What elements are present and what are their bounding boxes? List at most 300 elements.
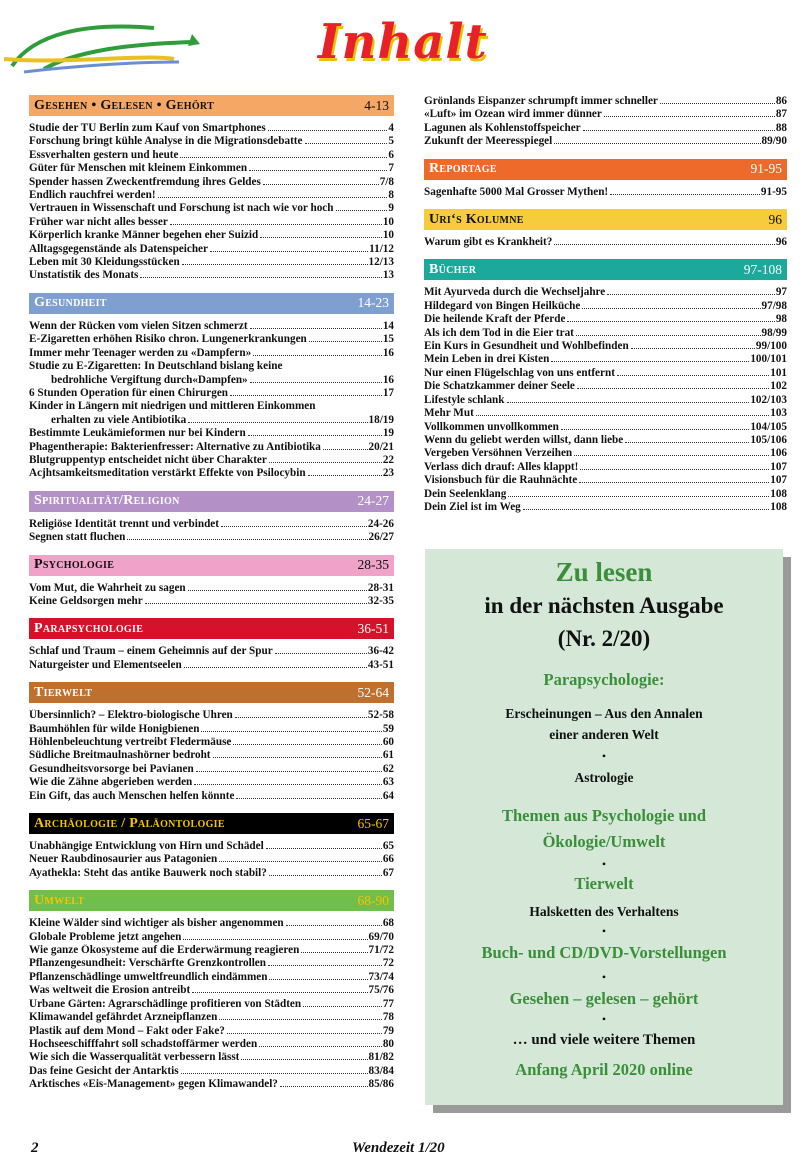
toc-entry-page: 4: [388, 122, 394, 134]
toc-entry[interactable]: [29, 162, 394, 175]
dot-leader: [201, 731, 381, 732]
toc-entry-title: Endlich rauchfrei werden!: [29, 189, 156, 202]
dot-leader: [253, 355, 382, 356]
preview-halsketten: Halsketten des Verhaltens: [529, 904, 679, 919]
toc-entry[interactable]: [424, 108, 787, 121]
toc-entry[interactable]: [29, 441, 394, 454]
dot-leader: [219, 1019, 382, 1020]
toc-entry-title: Dein Ziel ist im Weg: [424, 500, 521, 513]
toc-entry-title: Vollkommen unvollkommen: [424, 420, 559, 433]
section-header[interactable]: [29, 813, 394, 834]
toc-entry-title: Dein Seelenklang: [424, 487, 507, 500]
toc-entry[interactable]: [29, 1011, 394, 1024]
toc-entry-title: Wie sich die Wasserqualität verbessern lässt: [29, 1051, 240, 1064]
dot-leader: [248, 435, 382, 436]
toc-entry-title: Mit Ayurveda durch die Wechseljahre: [424, 286, 606, 299]
magazine-logo: [4, 14, 204, 74]
toc-entry-title: Arktisches «Eis-Management» gegen Klimawandel?: [29, 1078, 278, 1091]
preview-parapsychologie-title: Parapsychologie:: [543, 670, 665, 689]
toc-entry-title: Keine Geldsorgen mehr: [29, 594, 143, 607]
dot-leader: [308, 475, 382, 476]
toc-entry[interactable]: [29, 135, 394, 148]
toc-entry[interactable]: [424, 300, 787, 313]
dot-leader: [219, 861, 382, 862]
toc-entry[interactable]: [29, 723, 394, 736]
toc-entry-title: Plastik auf dem Mond – Fakt oder Fake?: [29, 1024, 225, 1037]
dot-leader: [286, 925, 382, 926]
toc-entry-title: Nur einen Flügelschlag von uns entfernt: [424, 366, 615, 379]
toc-entry[interactable]: [29, 971, 394, 984]
toc-entry[interactable]: [29, 414, 394, 427]
toc-entry-page: 18/19: [368, 413, 394, 426]
toc-entry[interactable]: [29, 256, 394, 269]
toc-entry-page: 66: [382, 853, 394, 866]
toc-entry-page: 75/76: [368, 984, 394, 997]
toc-entry-title: Vergeben Versöhnen Verzeihen: [424, 447, 573, 460]
toc-entry-page: 6: [388, 148, 394, 161]
toc-entry-title: Klimawandel gefährdet Arzneipflanzen: [29, 1011, 218, 1024]
toc-entry-page: 71/72: [368, 944, 394, 957]
toc-entry-title: Grönlands Eispanzer schrumpft immer schneller: [424, 95, 658, 107]
section-title: Spiritualität/Religion: [34, 493, 180, 509]
toc-entry-title: Wie die Zähne abgerieben werden: [29, 776, 193, 789]
toc-entry[interactable]: [29, 1051, 394, 1064]
toc-entry-title: Verlass dich drauf: Alles klappt!: [424, 460, 579, 473]
preview-subheading: in der nächsten Ausgabe: [484, 593, 724, 618]
toc-entry-title: Vertrauen in Wissenschaft und Forschung ist nach wie vor hoch: [29, 202, 334, 215]
section-title: Tierwelt: [34, 684, 93, 700]
toc-entry-page: 9: [388, 202, 394, 215]
toc-entry-page: 16: [382, 373, 394, 386]
toc-entry-page: 97: [775, 286, 787, 299]
dot-leader: [508, 496, 769, 497]
toc-entry[interactable]: [424, 135, 787, 148]
toc-entry-title: Essverhalten gestern und heute: [29, 148, 179, 161]
section-header[interactable]: [424, 159, 787, 180]
toc-entry[interactable]: [424, 394, 787, 407]
dot-leader: [196, 771, 382, 772]
dot-leader: [574, 455, 769, 456]
section-header[interactable]: [29, 95, 394, 116]
toc-entry[interactable]: [29, 709, 394, 722]
bullet: •: [601, 924, 607, 938]
toc-entry-title: Pflanzengesundheit: Verschärfte Grenzkontrollen: [29, 957, 266, 970]
toc-entry-page: 78: [382, 1011, 394, 1024]
toc-entry[interactable]: [29, 645, 394, 658]
toc-entry[interactable]: [424, 236, 787, 249]
toc-entry-title: Ein Kurs in Gesundheit und Wohlbefinden: [424, 340, 629, 353]
toc-entry-title: «Luft» im Ozean wird immer dünner: [424, 108, 602, 121]
toc-entry-title: Wenn der Rücken vom vielen Sitzen schmerzt: [29, 319, 248, 332]
toc-entry[interactable]: [29, 467, 394, 480]
dot-leader: [604, 116, 775, 117]
toc-entry-title: Mein Leben in drei Kisten: [424, 353, 550, 366]
toc-entry-page: 13: [382, 269, 394, 282]
dot-leader: [577, 388, 769, 389]
toc-entry-title: Leben mit 30 Kleidungsstücken: [29, 256, 180, 269]
section-header[interactable]: [29, 618, 394, 639]
toc-entry-title: Hildegard von Bingen Heilküche: [424, 299, 581, 312]
dot-leader: [250, 382, 382, 383]
dot-leader: [579, 482, 769, 483]
toc-entry-title: Zukunft der Meeresspiegel: [424, 135, 553, 148]
section-umwelt_cont: [424, 95, 787, 149]
dot-leader: [576, 335, 761, 336]
dot-leader: [269, 979, 367, 980]
section-title: Gesundheit: [34, 295, 107, 311]
dot-leader: [260, 237, 382, 238]
toc-entry[interactable]: [424, 353, 787, 366]
toc-entry-page: 100/101: [750, 353, 787, 366]
toc-entry-title: Ein Gift, das auch Menschen helfen könnte: [29, 789, 235, 802]
toc-entry[interactable]: [29, 1065, 394, 1078]
toc-entry-page: 77: [382, 997, 394, 1010]
toc-entry-page: 61: [382, 749, 394, 762]
section-reportage: [424, 159, 787, 199]
dot-leader: [551, 361, 749, 362]
dot-leader: [184, 667, 367, 668]
section-title: Gesehen • Gelesen • Gehört: [34, 97, 215, 113]
toc-entry[interactable]: [29, 984, 394, 997]
section-parapsychologie: [29, 618, 394, 672]
toc-entry[interactable]: [29, 931, 394, 944]
section-umwelt: [29, 890, 394, 1091]
toc-entry-page: 62: [382, 762, 394, 775]
toc-entry[interactable]: [29, 763, 394, 776]
toc-entry-page: 60: [382, 736, 394, 748]
toc-entry[interactable]: [424, 474, 787, 487]
toc-entry-page: 16: [382, 346, 394, 359]
toc-entry-title: Immer mehr Teenager werden zu «Dampfern»: [29, 346, 252, 359]
toc-entry-title: Urbane Gärten: Agrarschädlinge profitieren von Städten: [29, 997, 302, 1010]
dot-leader: [554, 244, 774, 245]
toc-entry-page: 80: [382, 1037, 394, 1050]
toc-entry[interactable]: [424, 488, 787, 501]
toc-entry-title: Als ich dem Tod in die Eier trat: [424, 326, 574, 339]
toc-entry-page: 105/106: [750, 433, 787, 446]
toc-entry[interactable]: [29, 944, 394, 957]
section-pages: 52-64: [357, 684, 389, 700]
dot-leader: [221, 526, 367, 527]
toc-entry[interactable]: [29, 347, 394, 360]
dot-leader: [194, 784, 382, 785]
page-number: 2: [31, 1140, 39, 1156]
toc-entry[interactable]: [29, 867, 394, 880]
toc-entry-title: Die Schatzkammer deiner Seele: [424, 380, 575, 393]
section-header[interactable]: [29, 682, 394, 703]
toc-entry-page: 102/103: [750, 393, 787, 406]
section-title: Umwelt: [34, 892, 85, 908]
toc-entry[interactable]: [424, 286, 787, 299]
toc-entry[interactable]: [29, 269, 394, 282]
toc-entry[interactable]: [29, 387, 394, 400]
toc-entry-page: 89/90: [761, 135, 787, 148]
toc-entry[interactable]: [29, 1078, 394, 1091]
toc-entry[interactable]: [29, 122, 394, 135]
toc-entry-page: 22: [382, 453, 394, 466]
preview-tierwelt: Tierwelt: [574, 874, 634, 893]
dot-leader: [268, 965, 382, 966]
toc-entry-page: 64: [382, 789, 394, 802]
dot-leader: [181, 1073, 368, 1074]
dot-leader: [336, 210, 388, 211]
toc-entry[interactable]: [29, 736, 394, 749]
section-title: Uri‘s Kolumne: [429, 211, 524, 227]
toc-entry[interactable]: [29, 454, 394, 467]
toc-entry[interactable]: [29, 1025, 394, 1038]
toc-entry-title: Das feine Gesicht der Antarktis: [29, 1064, 179, 1077]
toc-entry-page: 11/12: [369, 242, 394, 255]
section-pages: 65-67: [357, 815, 389, 831]
dot-leader: [625, 442, 749, 443]
dot-leader: [230, 395, 382, 396]
dot-leader: [301, 952, 367, 953]
toc-entry-title: Schlaf und Traum – einem Geheimnis auf der Spur: [29, 645, 273, 658]
toc-entry[interactable]: [29, 659, 394, 672]
toc-entry[interactable]: [29, 776, 394, 789]
toc-entry-page: 52-58: [367, 709, 394, 722]
dot-leader: [507, 402, 750, 403]
dot-leader: [275, 653, 367, 654]
dot-leader: [280, 1086, 368, 1087]
section-kolumne: [424, 209, 787, 249]
toc-entry-page: 98/99: [761, 326, 787, 339]
preview-weitere: … und viele weitere Themen: [512, 1032, 696, 1048]
toc-entry-page: 32-35: [367, 594, 394, 607]
toc-entry-page: 81/82: [368, 1051, 394, 1064]
toc-entry[interactable]: [29, 400, 394, 413]
toc-entry-page: 85/86: [368, 1078, 394, 1091]
toc-entry[interactable]: [29, 531, 394, 544]
toc-entry-title: Südliche Breitmaulnashörner bedroht: [29, 749, 211, 762]
toc-entry-title: Ayathekla: Steht das antike Bauwerk noch stabil?: [29, 866, 267, 879]
section-pages: 14-23: [357, 295, 389, 311]
section-pages: 36-51: [357, 620, 389, 636]
toc-entry[interactable]: [29, 149, 394, 162]
toc-entry[interactable]: [29, 216, 394, 229]
section-gesehen: [29, 95, 394, 283]
toc-entry-title: Spender hassen Zweckentfremdung ihres Geldes: [29, 175, 261, 188]
toc-entry-title: Mehr Mut: [424, 407, 474, 420]
toc-entry[interactable]: [29, 320, 394, 333]
toc-entry[interactable]: [29, 427, 394, 440]
toc-entry[interactable]: [424, 340, 787, 353]
section-header[interactable]: [29, 890, 394, 911]
dot-leader: [631, 348, 755, 349]
toc-entry[interactable]: [29, 374, 394, 387]
toc-entry[interactable]: [29, 1038, 394, 1051]
toc-entry-title: Religiöse Identität trennt und verbindet: [29, 517, 219, 530]
toc-entry[interactable]: [29, 202, 394, 215]
preview-themen: Themen aus Psychologie und: [502, 806, 706, 825]
preview-para-item: Erscheinungen – Aus den Annalen: [505, 706, 703, 721]
toc-entry-page: 59: [382, 722, 394, 735]
toc-entry-title: Acjhtsamkeitsmeditation verstärkt Effekte von Psilocybin: [29, 467, 306, 480]
dot-leader: [582, 308, 760, 309]
toc-entry[interactable]: [424, 421, 787, 434]
toc-entry-title: Vom Mut, die Wahrheit zu sagen: [29, 581, 186, 594]
toc-entry[interactable]: [29, 229, 394, 242]
section-pages: 68-90: [357, 892, 389, 908]
toc-entry-title: Wie ganze Ökosysteme auf die Erderwärmung reagieren: [29, 944, 300, 957]
toc-entry-page: 79: [382, 1024, 394, 1037]
dot-leader: [233, 744, 381, 745]
toc-entry-page: 101: [770, 366, 787, 379]
toc-entry-page: 7/8: [379, 175, 394, 188]
preview-astrologie: Astrologie: [574, 770, 634, 785]
toc-entry[interactable]: [29, 333, 394, 346]
dot-leader: [305, 143, 388, 144]
toc-entry-title: Blutgruppentyp entscheidet nicht über Charakter: [29, 453, 267, 466]
toc-entry[interactable]: [424, 122, 787, 135]
section-header[interactable]: [29, 491, 394, 512]
toc-entry-title: Gesundheitsvorsorge bei Pavianen: [29, 762, 194, 775]
bullet: •: [601, 749, 607, 763]
section-pages: 4-13: [364, 97, 389, 113]
toc-entry-title: Studie der TU Berlin zum Kauf von Smartphones: [29, 122, 266, 134]
toc-entry-title: bedrohliche Vergiftung durch«Dampfen»: [51, 373, 248, 386]
dot-leader: [127, 539, 367, 540]
toc-entry-title: Unstatistik des Monats: [29, 269, 139, 282]
toc-entry[interactable]: [29, 749, 394, 762]
dot-leader: [227, 1033, 382, 1034]
toc-entry-page: 108: [770, 500, 787, 513]
section-pages: 97-108: [743, 261, 782, 277]
toc-entry-page: 106: [770, 447, 787, 460]
toc-entry-title: Was weltweit die Erosion antreibt: [29, 984, 191, 997]
toc-entry-page: 14: [382, 319, 394, 332]
toc-entry[interactable]: [29, 790, 394, 803]
toc-entry[interactable]: [424, 367, 787, 380]
toc-entry[interactable]: [424, 313, 787, 326]
toc-entry[interactable]: [29, 176, 394, 189]
toc-entry-page: 83/84: [368, 1064, 394, 1077]
toc-entry-title: Lagunen als Kohlenstoffspeicher: [424, 121, 581, 134]
dot-leader: [210, 251, 368, 252]
toc-entry[interactable]: [424, 186, 787, 199]
section-header[interactable]: [424, 209, 787, 230]
dot-leader: [180, 157, 387, 158]
dot-leader: [158, 197, 388, 198]
toc-entry-title: Warum gibt es Krankheit?: [424, 236, 553, 249]
dot-leader: [213, 757, 382, 758]
toc-entry-page: 12/13: [368, 256, 394, 269]
toc-entry[interactable]: [29, 189, 394, 202]
toc-entry[interactable]: [424, 434, 787, 447]
toc-entry-title: Die heilende Kraft der Pferde: [424, 313, 566, 326]
toc-entry-page: 43-51: [367, 658, 394, 671]
dot-leader: [235, 717, 367, 718]
toc-entry-title: Übersinnlich? – Elektro-biologische Uhren: [29, 709, 233, 722]
section-title: Bücher: [429, 261, 477, 277]
dot-leader: [249, 170, 387, 171]
dot-leader: [610, 194, 760, 195]
toc-entry[interactable]: [29, 595, 394, 608]
section-buecher: [424, 259, 787, 514]
preview-buch: Buch- und CD/DVD-Vorstellungen: [481, 943, 727, 962]
section-pages: 24-27: [357, 493, 389, 509]
toc-entry-title: Hochseeschifffahrt soll schadstoffärmer werden: [29, 1037, 258, 1050]
toc-entry[interactable]: [29, 840, 394, 853]
toc-entry-page: 15: [382, 333, 394, 346]
toc-entry-title: Höhlenbeleuchtung vertreibt Fledermäuse: [29, 736, 232, 748]
toc-entry[interactable]: [29, 518, 394, 531]
dot-leader: [303, 1006, 382, 1007]
dot-leader: [183, 939, 367, 940]
toc-entry-page: 91-95: [760, 185, 787, 198]
toc-entry[interactable]: [29, 917, 394, 930]
toc-entry[interactable]: [29, 582, 394, 595]
toc-entry-page: 103: [770, 407, 787, 420]
toc-entry-title: 6 Stunden Operation für einen Chirurgen: [29, 386, 229, 399]
toc-entry[interactable]: [29, 998, 394, 1011]
toc-entry[interactable]: [424, 327, 787, 340]
preview-themen-cont: Ökologie/Umwelt: [542, 832, 666, 851]
toc-entry[interactable]: [424, 380, 787, 393]
preview-gesehen: Gesehen – gelesen – gehört: [509, 989, 699, 1008]
toc-entry[interactable]: [29, 957, 394, 970]
dot-leader: [583, 130, 775, 131]
section-title: Psychologie: [34, 557, 115, 573]
dot-leader: [617, 375, 769, 376]
toc-entry[interactable]: [29, 853, 394, 866]
preview-issue-number: (Nr. 2/20): [557, 626, 651, 651]
toc-entry-title: E-Zigaretten erhöhen Risiko chron. Lungenerkrankungen: [29, 333, 307, 346]
toc-entry-page: 68: [382, 917, 394, 930]
section-header[interactable]: [29, 555, 394, 576]
toc-entry-page: 17: [382, 386, 394, 399]
toc-entry-title: Studie zu E-Zigaretten: In Deutschland bislang keine: [29, 360, 283, 373]
toc-entry[interactable]: [29, 243, 394, 256]
toc-entry-title: Früher war nicht alles besser: [29, 215, 168, 228]
toc-entry[interactable]: [424, 501, 787, 514]
section-header[interactable]: [29, 293, 394, 314]
toc-entry[interactable]: [424, 95, 787, 108]
section-psychologie: [29, 555, 394, 609]
toc-entry-title: Neuer Raubdinosaurier aus Patagonien: [29, 853, 218, 866]
dot-leader: [140, 277, 381, 278]
section-pages: 28-35: [357, 557, 389, 573]
toc-entry[interactable]: [29, 360, 394, 373]
toc-entry-title: erhalten zu viele Antibiotika: [51, 413, 187, 426]
dot-leader: [182, 264, 368, 265]
toc-entry-title: Pflanzenschädlinge umweltfreundlich eindämmen: [29, 970, 268, 983]
toc-entry-title: Bestimmte Leukämieformen nur bei Kindern: [29, 427, 246, 440]
toc-entry-title: Naturgeister und Elementseelen: [29, 658, 182, 671]
dot-leader: [309, 341, 382, 342]
page-title: Inhalt: [318, 14, 488, 70]
section-archaeologie: [29, 813, 394, 880]
dot-leader: [561, 429, 750, 430]
preview-anfang: Anfang April 2020 online: [515, 1060, 693, 1079]
dot-leader: [268, 130, 388, 131]
toc-entry-page: 86: [775, 95, 787, 107]
toc-entry[interactable]: [424, 407, 787, 420]
toc-entry[interactable]: [424, 447, 787, 460]
toc-entry-page: 87: [775, 108, 787, 121]
dot-leader: [170, 224, 382, 225]
dot-leader: [567, 321, 774, 322]
dot-leader: [250, 328, 382, 329]
dot-leader: [145, 603, 367, 604]
toc-entry-title: Globale Probleme jetzt angehen: [29, 930, 182, 943]
toc-entry-page: 97/98: [761, 299, 787, 312]
toc-entry[interactable]: [424, 461, 787, 474]
section-header[interactable]: [424, 259, 787, 280]
bullet: •: [601, 970, 607, 984]
dot-leader: [269, 875, 382, 876]
dot-leader: [188, 590, 367, 591]
